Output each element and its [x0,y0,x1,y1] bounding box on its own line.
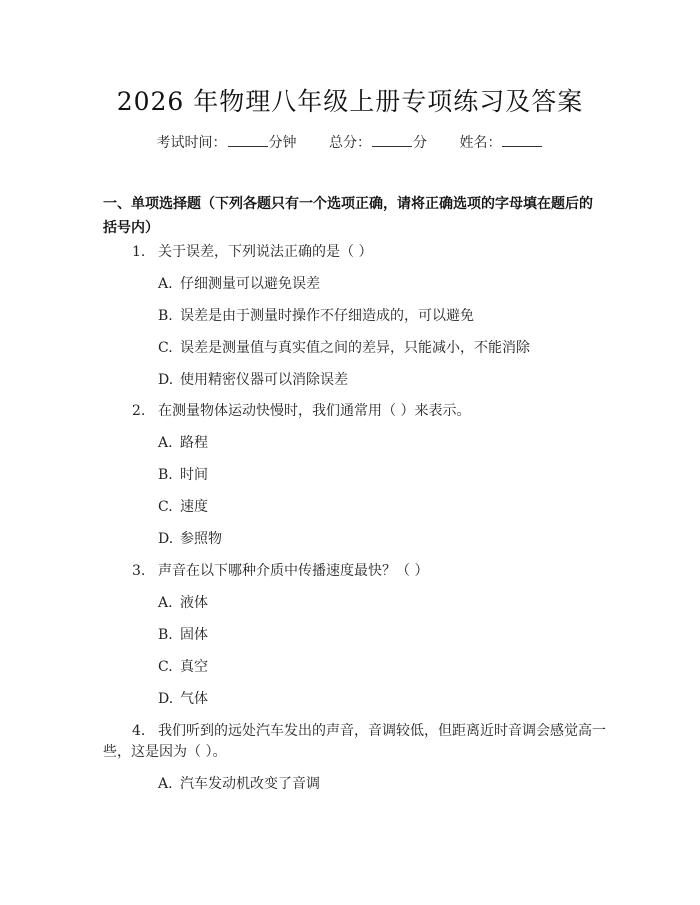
option-text: 速度 [180,499,208,515]
question-2 [132,400,470,422]
total-score-unit: 分 [413,135,427,151]
question-1-option-b [158,305,474,327]
option-letter: A. [158,276,173,292]
question-3-option-c [158,656,208,678]
question-4-option-a [158,773,320,795]
student-name-blank [502,134,542,147]
option-letter: A. [158,595,173,611]
question-number: 2. [132,403,146,419]
question-number: 3. [132,563,146,579]
option-letter: B. [158,467,173,483]
exam-time-field [157,132,297,152]
exam-time-blank [228,134,268,147]
question-3 [132,560,428,582]
option-letter: C. [158,499,173,515]
option-text: 气体 [180,691,208,707]
option-text: 真空 [180,659,208,675]
question-4-continuation [103,741,226,763]
question-text: 关于误差，下列说法正确的是（ ） [158,244,373,260]
question-text-line-2: 些，这是因为（ ）。 [103,744,227,760]
option-text: 误差是测量值与真实值之间的差异，只能减小，不能消除 [180,340,530,356]
option-text: 固体 [180,627,208,643]
option-text: 误差是由于测量时操作不仔细造成的，可以避免 [180,308,474,324]
document-title: 2026 年物理八年级上册专项练习及答案 [116,87,584,116]
option-text: 路程 [180,435,208,451]
question-number: 4. [132,723,146,739]
option-letter: D. [158,691,174,707]
option-text: 仔细测量可以避免误差 [180,276,320,292]
question-text: 声音在以下哪种介质中传播速度最快？（ ） [158,563,429,579]
question-2-option-d [158,528,222,550]
exam-info-line [0,132,700,152]
option-letter: C. [158,340,173,356]
question-2-option-a [158,432,208,454]
option-letter: A. [158,776,173,792]
exam-time-unit: 分钟 [268,135,297,151]
question-1-option-d [158,369,348,391]
question-text: 在测量物体运动快慢时，我们通常用（ ）来表示。 [158,403,471,419]
option-text: 液体 [180,595,208,611]
total-score-label: 总分： [329,135,371,151]
total-score-blank [372,134,412,147]
student-name-label: 姓名： [459,135,502,151]
student-name-field [459,132,543,152]
question-4 [132,720,606,742]
question-2-option-b [158,464,208,486]
option-letter: A. [158,435,173,451]
question-1-option-a [158,273,320,295]
option-text: 参照物 [180,531,222,547]
question-3-option-b [158,624,208,646]
option-letter: D. [158,531,174,547]
option-text: 使用精密仪器可以消除误差 [180,372,348,388]
option-text: 时间 [180,467,208,483]
question-text-line-1: 我们听到的远处汽车发出的声音，音调较低，但距离近时音调会感觉高一 [158,723,606,739]
question-1 [132,241,372,263]
question-1-option-c [158,337,530,359]
option-letter: C. [158,659,173,675]
question-3-option-a [158,592,208,614]
section-heading-single-choice: 一、单项选择题（下列各题只有一个选项正确，请将正确选项的字母填在题后的括号内） [103,196,593,236]
exam-time-label: 考试时间： [156,135,227,151]
option-text: 汽车发动机改变了音调 [180,776,320,792]
question-3-option-d [158,688,208,710]
option-letter: D. [158,372,174,388]
option-letter: B. [158,308,173,324]
option-letter: B. [158,627,173,643]
question-number: 1. [132,244,146,260]
question-2-option-c [158,496,208,518]
total-score-field [329,132,427,152]
